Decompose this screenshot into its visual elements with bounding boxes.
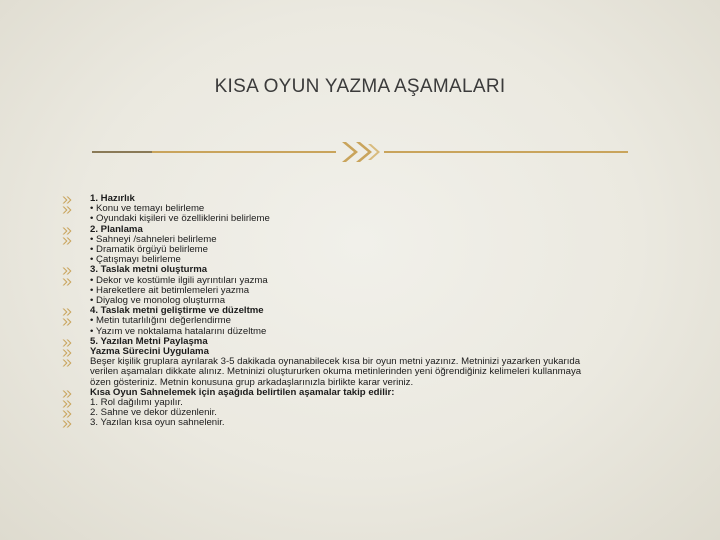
content-line-text: 3. Taslak metni oluşturma [90,264,208,276]
title-divider-accent [92,151,152,153]
content-line-text: • Çatışmayı belirleme [90,254,181,266]
content-line [62,418,662,428]
slide-title: KISA OYUN YAZMA AŞAMALARI [214,76,506,97]
double-arrow-bullet-icon [62,278,72,286]
double-arrow-bullet-icon [62,227,72,235]
double-arrow-bullet-icon [62,410,72,418]
content-line-text: • Yazım ve noktalama hatalarını düzeltme [90,325,267,337]
content-line-text: 4. Taslak metni geliştirme ve düzeltme [90,305,264,317]
title-divider-right [384,151,628,153]
content-line-text: • Konu ve temayı belirleme [90,203,205,215]
content-line-text: • Dramatik örgüyü belirleme [90,244,208,256]
content-line [62,214,662,224]
double-arrow-bullet-icon [62,339,72,347]
double-arrow-bullet-icon [62,359,72,367]
double-arrow-bullet-icon [62,237,72,245]
content-line-text: 2. Sahne ve dekor düzenlenir. [90,407,217,419]
double-arrow-bullet-icon [62,318,72,326]
content-line-text: Kısa Oyun Sahnelemek için aşağıda belirtilen aşamalar takip edilir: [90,386,395,398]
content-line-text: özen gösteriniz. Metnin konusuna grup arkadaşlarınızla birlikte karar veriniz. [90,376,414,388]
content-line-text: 5. Yazılan Metni Paylaşma [90,335,208,347]
content-line-text: • Dekor ve kostümle ilgili ayrıntıları yazma [90,274,268,286]
content-line-text: • Metin tutarlılığını değerlendirme [90,315,231,327]
content-line-text: 1. Rol dağılımı yapılır. [90,397,183,409]
content-line-text: • Oyundaki kişileri ve özelliklerini belirleme [90,213,270,225]
double-arrow-ornament-icon [338,138,382,166]
content-line-text: 3. Yazılan kısa oyun sahnelenir. [90,417,225,429]
content-line-text: 2. Planlama [90,223,143,235]
double-arrow-bullet-icon [62,400,72,408]
content-line-text: • Diyalog ve monolog oluşturma [90,295,226,307]
double-arrow-bullet-icon [62,420,72,428]
double-arrow-bullet-icon [62,196,72,204]
content-line-text: Yazma Sürecini Uygulama [90,346,209,358]
double-arrow-bullet-icon [62,206,72,214]
slide-content [62,194,662,429]
content-line-text: 1. Hazırlık [90,193,135,204]
double-arrow-bullet-icon [62,349,72,357]
double-arrow-bullet-icon [62,267,72,275]
double-arrow-bullet-icon [62,390,72,398]
double-arrow-bullet-icon [62,308,72,316]
content-line-text: • Hareketlere ait betimlemeleri yazma [90,284,250,296]
content-line-text: Beşer kişilik gruplara ayrılarak 3-5 dakikada oynanabilecek kısa bir oyun metni yazınız. Metninizi yazarken yukarıda [90,356,581,368]
content-line-text: verilen aşamaları dikkate alınız. Metninizi oluştururken okuma metinlerinden yeni öğrendiğiniz kelimeleri kullanmaya [90,366,582,378]
content-line-text: • Sahneyi /sahneleri belirleme [90,233,217,245]
